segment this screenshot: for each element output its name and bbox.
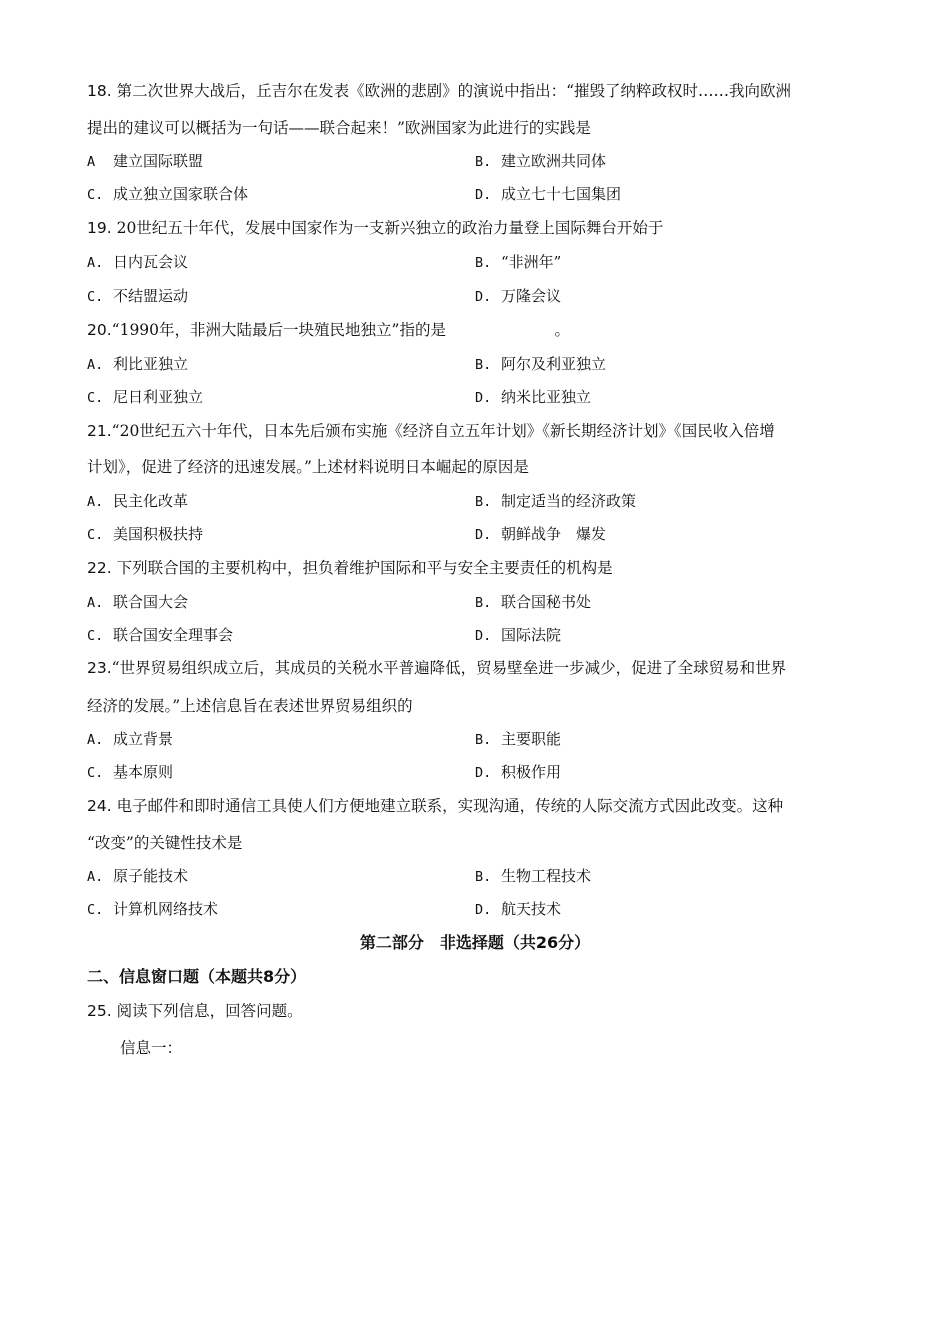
question-23-line-1: 23.“世界贸易组织成立后，其成员的关税水平普遍降低，贸易壁垒进一步减少，促进了全球贸易和世界 bbox=[87, 659, 787, 677]
option-24-d: D. 航天技术 bbox=[475, 900, 562, 918]
option-19-c: C. 不结盟运动 bbox=[87, 287, 189, 305]
option-20-b: B. 阿尔及利亚独立 bbox=[475, 355, 607, 373]
option-22-b: B. 联合国秘书处 bbox=[475, 593, 592, 611]
option-21-c: C. 美国积极扶持 bbox=[87, 525, 204, 543]
question-19-line-1: 19. 20世纪五十年代，发展中国家作为一支新兴独立的政治力量登上国际舞台开始于 bbox=[87, 219, 664, 237]
question-18-line-2: 提出的建议可以概括为一句话——联合起来！”欧洲国家为此进行的实践是 bbox=[87, 119, 591, 137]
section-title: 二、信息窗口题（本题共8分） bbox=[87, 967, 307, 986]
option-19-a: A. 日内瓦会议 bbox=[87, 253, 189, 271]
question-18-line-1: 18. 第二次世界大战后，丘吉尔在发表《欧洲的悲剧》的演说中指出：“摧毁了纳粹政权时……我向欧洲 bbox=[87, 82, 792, 100]
option-23-c: C. 基本原则 bbox=[87, 763, 174, 781]
option-21-a: A. 民主化改革 bbox=[87, 492, 189, 510]
question-23-line-2: 经济的发展。”上述信息旨在表述世界贸易组织的 bbox=[87, 697, 413, 715]
option-20-a: A. 利比亚独立 bbox=[87, 355, 189, 373]
question-24-line-1: 24. 电子邮件和即时通信工具使人们方便地建立联系，实现沟通，传统的人际交流方式因此改变。这种 bbox=[87, 797, 784, 815]
option-20-d: D. 纳米比亚独立 bbox=[475, 388, 592, 406]
question-21-line-1: 21.“20世纪五六十年代，日本先后颁布实施《经济自立五年计划》《新长期经济计划》《国民收入倍增 bbox=[87, 422, 775, 440]
option-18-b: B. 建立欧洲共同体 bbox=[475, 152, 607, 170]
option-19-d: D. 万隆会议 bbox=[475, 287, 562, 305]
option-23-d: D. 积极作用 bbox=[475, 763, 562, 781]
question-20-line-1: 20.“1990年，非洲大陆最后一块殖民地独立”指的是 。 bbox=[87, 321, 570, 339]
option-24-c: C. 计算机网络技术 bbox=[87, 900, 219, 918]
question-22-line-1: 22. 下列联合国的主要机构中，担负着维护国际和平与安全主要责任的机构是 bbox=[87, 559, 613, 577]
option-21-b: B. 制定适当的经济政策 bbox=[475, 492, 637, 510]
part-two-title: 第二部分 非选择题（共26分） bbox=[359, 933, 591, 952]
info-one-label: 信息一： bbox=[120, 1039, 183, 1057]
option-22-c: C. 联合国安全理事会 bbox=[87, 626, 234, 644]
option-24-a: A. 原子能技术 bbox=[87, 867, 189, 885]
option-24-b: B. 生物工程技术 bbox=[475, 867, 592, 885]
option-18-d: D. 成立七十七国集团 bbox=[475, 185, 622, 203]
option-23-a: A. 成立背景 bbox=[87, 730, 174, 748]
option-21-d: D. 朝鲜战争 爆发 bbox=[475, 525, 607, 543]
question-21-line-2: 计划》，促进了经济的迅速发展。”上述材料说明日本崛起的原因是 bbox=[87, 458, 529, 476]
option-18-a: A 建立国际联盟 bbox=[87, 152, 204, 170]
option-19-b: B. “非洲年” bbox=[475, 253, 562, 271]
option-20-c: C. 尼日利亚独立 bbox=[87, 388, 204, 406]
question-25-line-1: 25. 阅读下列信息，回答问题。 bbox=[87, 1002, 303, 1020]
option-23-b: B. 主要职能 bbox=[475, 730, 562, 748]
option-22-a: A. 联合国大会 bbox=[87, 593, 189, 611]
option-18-c: C. 成立独立国家联合体 bbox=[87, 185, 249, 203]
question-24-line-2: “改变”的关键性技术是 bbox=[87, 834, 243, 852]
option-22-d: D. 国际法院 bbox=[475, 626, 562, 644]
